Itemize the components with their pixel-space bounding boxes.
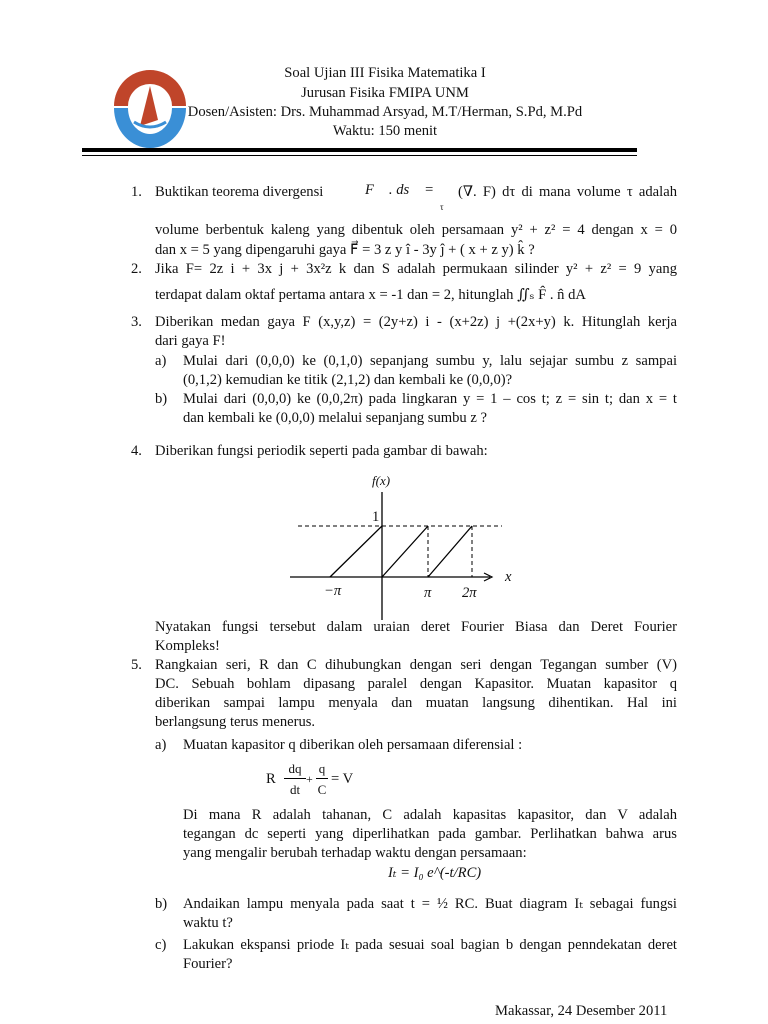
sub-label: b) — [155, 391, 168, 407]
header-line: Waktu: 150 menit — [332, 123, 438, 139]
question-text: (0,1,2) kemudian ke titik (2,1,2) dan kembali ke (0,0,0)? — [183, 372, 513, 388]
eq-C: C — [317, 782, 327, 797]
eq-plus: + — [306, 772, 313, 786]
question-text: Lakukan ekspansi priode Iₜ pada sesuai soal bagian b dengan penndekatan deret — [183, 937, 677, 953]
question-number: 4. — [131, 443, 142, 459]
eq-V: = V — [331, 771, 354, 787]
question-text: dari gaya F! — [155, 333, 226, 349]
ramp-segment — [382, 526, 428, 577]
question-text: Di mana R adalah tahanan, C adalah kapasitas kapasitor, dan V adalah — [183, 807, 677, 823]
question-number: 5. — [131, 657, 142, 673]
question-text: DC. Sebuah bohlam dipasang paralel dengan Kapasitor. Muatan kapasitor q — [155, 676, 677, 692]
footer-place-date: Makassar, 24 Desember 2011 — [495, 1003, 668, 1019]
eq-dt: dt — [289, 782, 301, 797]
question-text: Rangkaian seri, R dan C dihubungkan dengan seri dengan Tegangan sumber (V) — [155, 657, 677, 673]
question-text: tegangan dc seperti yang diperlihatkan pada gambar. Perlihatkan bahwa arus — [183, 826, 677, 842]
question-number: 3. — [131, 314, 142, 330]
header-line: Soal Ujian III Fisika Matematika I — [284, 65, 486, 81]
question-text: diberikan sampai lampu menyala dan muatan langsung dihentikan. Hal ini — [155, 695, 677, 711]
question-text: Buktikan teorema divergensi — [155, 184, 324, 200]
ramp-segment — [330, 526, 382, 577]
question-text: berlangsung terus menerus. — [155, 714, 316, 730]
graph-tick-pi: π — [424, 585, 432, 601]
question-text: Muatan kapasitor q diberikan oleh persamaan diferensial : — [183, 737, 523, 753]
question-text: volume berbentuk kaleng yang dibentuk oleh persamaan y² + z² = 4 dengan x = 0 — [155, 222, 677, 238]
integral-subscript: τ — [440, 202, 444, 212]
sub-label: c) — [155, 937, 167, 953]
question-text: Nyatakan fungsi tersebut dalam uraian deret Fourier Biasa dan Deret Fourier — [155, 619, 677, 635]
question-text: Diberikan fungsi periodik seperti pada gambar di bawah: — [155, 443, 488, 459]
question-text: Kompleks! — [155, 638, 220, 654]
question-text: waktu t? — [183, 915, 233, 931]
sub-label: b) — [155, 896, 168, 912]
question-text: Fourier? — [183, 956, 233, 972]
question-text: Andaikan lampu menyala pada saat t = ½ RC. Buat diagram Iₜ sebagai fungsi — [183, 896, 677, 912]
current-equation: Iₜ = I₀ e^(-t/RC) — [388, 865, 482, 881]
graph-tick-neg-pi: −π — [324, 583, 342, 599]
question-text: (∇. F) dτ di mana volume τ adalah — [458, 184, 677, 200]
question-text: dan x = 5 yang dipengaruhi gaya F⃗ = 3 z y î - 3y ĵ + ( x + z y) k̂ ? — [155, 242, 535, 258]
sub-label: a) — [155, 737, 167, 753]
graph-x-label: x — [505, 569, 512, 585]
header-line: Jurusan Fisika FMIPA UNM — [301, 85, 469, 101]
question-text: Diberikan medan gaya F (x,y,z) = (2y+z) i - (x+2z) j +(2x+y) k. Hitunglah kerja — [155, 314, 677, 330]
header-line: Dosen/Asisten: Drs. Muhammad Arsyad, M.T/Herman, S.Pd, M.Pd — [187, 104, 583, 120]
question-text: Jika F= 2z i + 3x j + 3x²z k dan S adalah permukaan silinder y² + z² = 9 yang — [155, 261, 677, 277]
graph-tick-1: 1 — [372, 509, 380, 525]
question-text: Mulai dari (0,0,0) ke (0,1,0) sepanjang sumbu y, lalu sejajar sumbu z sampai — [183, 353, 677, 369]
question-text: yang mengalir berubah terhadap waktu dengan persamaan: — [183, 845, 527, 861]
question-number: 2. — [131, 261, 142, 277]
eq-q: q — [318, 761, 326, 776]
eq-R: R — [266, 771, 276, 787]
eq-dq: dq — [288, 761, 302, 776]
question-text: dan kembali ke (0,0,0) melalui sepanjang sumbu z ? — [183, 410, 487, 426]
graph-y-label: f(x) — [372, 473, 391, 488]
question-text: Mulai dari (0,0,0) ke (0,0,2π) pada lingkaran y = 1 – cos t; z = sin t; dan x = t — [183, 391, 677, 407]
question-text: terdapat dalam oktaf pertama antara x = -1 dan = 2, hitunglah ∬ₛ F̂ . n̂ dA — [155, 287, 586, 303]
divergence-integral: ∯ F⃗ . ds⃗ = ∰ — [350, 182, 450, 198]
question-number: 1. — [131, 184, 142, 200]
ramp-segment — [428, 526, 472, 577]
sub-label: a) — [155, 353, 167, 369]
graph-tick-2pi: 2π — [462, 585, 477, 601]
